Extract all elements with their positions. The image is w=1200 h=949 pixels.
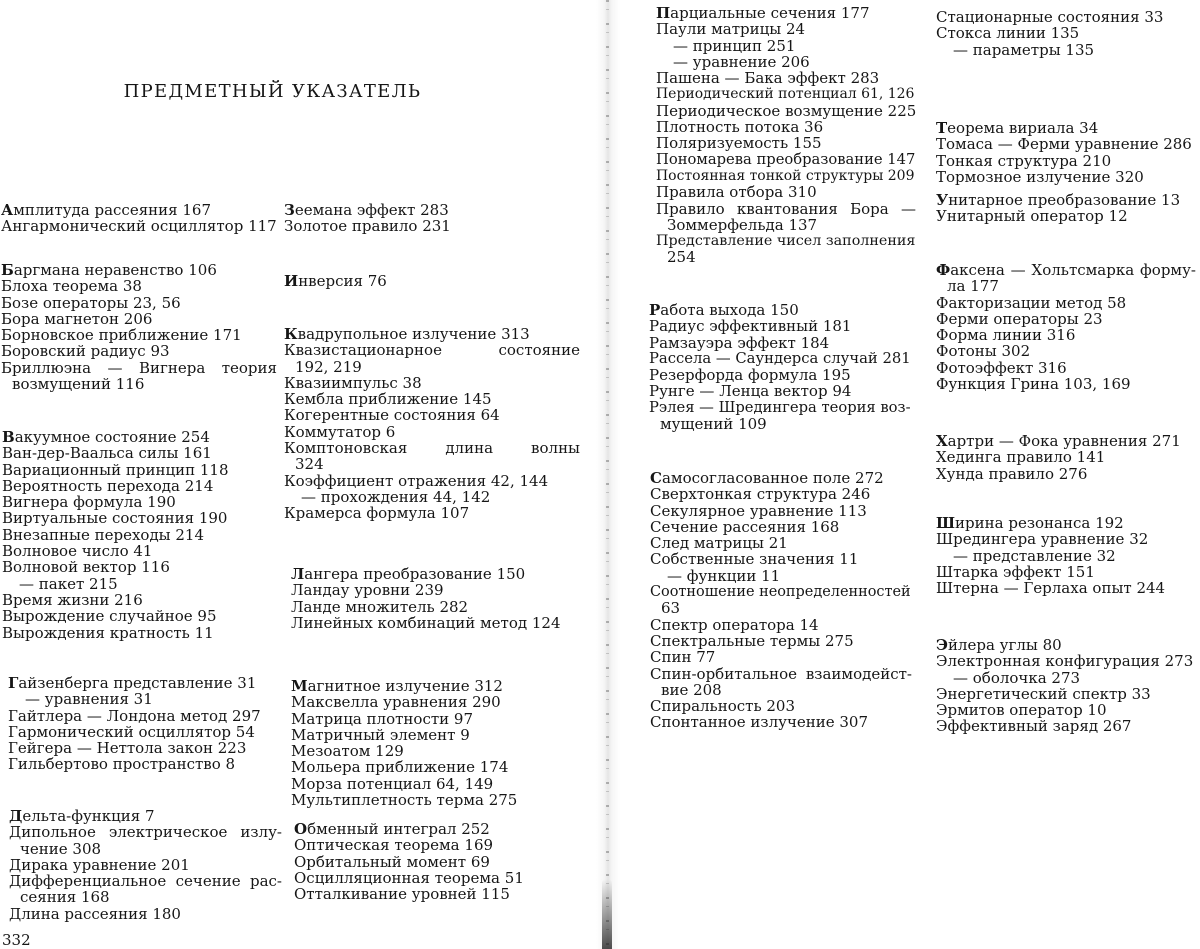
index-entry: Орбитальный момент 69 bbox=[294, 852, 490, 871]
index-entry: Резерфорда формула 195 bbox=[649, 366, 851, 385]
index-entry: Дифференциальное сечение рас- bbox=[9, 872, 282, 891]
index-entry: Пономарева преобразование 147 bbox=[656, 150, 916, 168]
index-entry: Правила отбора 310 bbox=[656, 183, 817, 202]
index-group-o bbox=[294, 821, 578, 902]
index-subentry: — уравнения 31 bbox=[25, 690, 153, 709]
index-group-a bbox=[1, 202, 277, 235]
index-entry: Квазистационарное состояние bbox=[284, 341, 580, 360]
index-entry: Ширина резонанса 192 bbox=[936, 514, 1124, 532]
index-entry: Спин-орбитальное взаимодейст- bbox=[650, 664, 912, 683]
index-entry: Рамзауэра эффект 184 bbox=[649, 333, 830, 352]
index-entry: Штарка эффект 151 bbox=[936, 562, 1095, 581]
index-entry: Правило квантования Бора — bbox=[656, 199, 916, 218]
index-entry: Теорема вириала 34 bbox=[936, 119, 1099, 137]
index-entry: След матрицы 21 bbox=[650, 534, 788, 553]
index-entry: Гейгера — Неттола закон 223 bbox=[8, 739, 247, 758]
index-group-t bbox=[936, 120, 1196, 185]
index-group-s bbox=[650, 470, 912, 731]
index-entry: Собственные значения 11 bbox=[650, 550, 859, 569]
index-entry: Ландау уровни 239 bbox=[291, 581, 444, 600]
index-group-e bbox=[936, 637, 1196, 735]
index-entry: Тормозное излучение 320 bbox=[936, 167, 1144, 186]
index-entry: Время жизни 216 bbox=[2, 590, 143, 609]
index-entry: Секулярное уравнение 113 bbox=[650, 501, 867, 520]
index-entry-continuation: Зоммерфельда 137 bbox=[667, 215, 818, 234]
index-entry: Ланде множитель 282 bbox=[291, 597, 469, 616]
index-entry: Матричный элемент 9 bbox=[291, 725, 470, 744]
index-entry: Коммутатор 6 bbox=[284, 422, 396, 441]
index-entry: Мольера приближение 174 bbox=[291, 758, 509, 777]
index-entry: Самосогласованное поле 272 bbox=[650, 469, 884, 487]
index-group-l bbox=[291, 566, 578, 631]
index-entry: Борновское приближение 171 bbox=[1, 326, 242, 345]
index-entry: Вигнера формула 190 bbox=[2, 493, 176, 512]
index-entry: Фотоэффект 316 bbox=[936, 358, 1067, 377]
index-entry: Бора магнетон 206 bbox=[1, 309, 153, 328]
index-entry-continuation: 254 bbox=[667, 248, 696, 267]
right-page bbox=[600, 0, 1200, 949]
index-entry: Факторизации метод 58 bbox=[936, 293, 1127, 312]
index-entry: Матрица плотности 97 bbox=[291, 709, 473, 728]
index-entry-continuation: 63 bbox=[661, 599, 681, 618]
index-entry: Когерентные состояния 64 bbox=[284, 406, 500, 425]
index-group-r bbox=[649, 302, 912, 432]
index-subentry: — параметры 135 bbox=[953, 40, 1095, 59]
index-entry: Обменный интеграл 252 bbox=[294, 820, 490, 838]
index-entry: Сечение рассеяния 168 bbox=[650, 517, 840, 536]
index-entry: Форма линии 316 bbox=[936, 326, 1076, 345]
index-entry: Ван-дер-Ваальса силы 161 bbox=[2, 444, 212, 463]
index-entry: Рассела — Саундерса случай 281 bbox=[649, 349, 911, 367]
index-entry: Спиральность 203 bbox=[650, 697, 796, 716]
index-entry: Бозе операторы 23, 56 bbox=[1, 293, 181, 312]
index-entry: Энергетический спектр 33 bbox=[936, 684, 1151, 703]
index-entry: Гильбертово пространство 8 bbox=[8, 755, 236, 774]
index-group-z bbox=[284, 202, 580, 235]
index-entry: Виртуальные состояния 190 bbox=[2, 509, 228, 528]
index-entry: Кембла приближение 145 bbox=[284, 390, 492, 409]
index-entry: Парциальные сечения 177 bbox=[656, 4, 870, 22]
index-group-i bbox=[284, 273, 580, 289]
index-entry: Внезапные переходы 214 bbox=[2, 525, 205, 544]
index-entry: Квадрупольное излучение 313 bbox=[284, 325, 530, 343]
index-entry: Гайтлера — Лондона метод 297 bbox=[8, 706, 261, 725]
index-entry: Радиус эффективный 181 bbox=[649, 317, 852, 336]
index-entry-continuation: 192, 219 bbox=[295, 357, 362, 376]
index-entry: Ферми операторы 23 bbox=[936, 309, 1103, 328]
index-entry: Амплитуда рассеяния 167 bbox=[1, 201, 212, 219]
index-entry: Спектр оператора 14 bbox=[650, 615, 819, 634]
index-entry: Пашена — Бака эффект 283 bbox=[656, 69, 880, 88]
index-entry: Магнитное излучение 312 bbox=[291, 677, 503, 695]
index-subentry: — принцип 251 bbox=[673, 36, 796, 55]
index-entry: Тонкая структура 210 bbox=[936, 151, 1112, 170]
index-group-b bbox=[1, 262, 277, 392]
index-entry: Паули матрицы 24 bbox=[656, 20, 806, 39]
index-entry: Эйлера углы 80 bbox=[936, 636, 1062, 654]
index-entry: Отталкивание уровней 115 bbox=[294, 885, 510, 904]
index-entry-continuation: сеяния 168 bbox=[20, 888, 110, 907]
index-entry: Бриллюэна — Вигнера теория bbox=[1, 358, 277, 377]
index-group-u bbox=[936, 192, 1196, 225]
index-entry: Линейных комбинаций метод 124 bbox=[291, 613, 561, 632]
index-entry: Унитарное преобразование 13 bbox=[936, 191, 1181, 209]
index-entry: Хартри — Фока уравнения 271 bbox=[936, 432, 1181, 450]
index-entry: Длина рассеяния 180 bbox=[9, 904, 181, 923]
index-entry: Сверхтонкая структура 246 bbox=[650, 485, 871, 504]
index-group-g bbox=[8, 675, 281, 773]
index-entry-continuation: мущений 109 bbox=[660, 415, 767, 434]
index-entry: Дирака уравнение 201 bbox=[9, 855, 190, 874]
index-entry: Эрмитов оператор 10 bbox=[936, 701, 1107, 720]
index-entry: Дельта-функция 7 bbox=[9, 807, 155, 825]
index-entry: Рунге — Ленца вектор 94 bbox=[649, 382, 852, 401]
index-entry: Плотность потока 36 bbox=[656, 118, 824, 137]
index-entry: Хунда правило 276 bbox=[936, 464, 1088, 483]
index-entry: Зеемана эффект 283 bbox=[284, 201, 449, 219]
index-entry: Мезоатом 129 bbox=[291, 742, 404, 761]
index-entry: Вероятность перехода 214 bbox=[2, 476, 214, 495]
index-entry: Функция Грина 103, 169 bbox=[936, 375, 1131, 394]
index-entry: Осцилляционная теорема 51 bbox=[294, 868, 524, 887]
index-entry: Дипольное электрическое излу- bbox=[9, 823, 282, 842]
index-entry: Комптоновская длина волны bbox=[284, 439, 580, 458]
index-entry-continuation: 324 bbox=[295, 455, 324, 474]
index-group-m bbox=[291, 678, 578, 808]
index-entry: Соотношение неопределенностей bbox=[650, 584, 911, 601]
index-subentry: — представление 32 bbox=[953, 546, 1116, 565]
index-entry: Боровский радиус 93 bbox=[1, 342, 170, 361]
index-entry: Гармонический осциллятор 54 bbox=[8, 722, 255, 741]
page-number: 332 bbox=[2, 931, 31, 949]
index-entry: Спектральные термы 275 bbox=[650, 631, 854, 650]
index-entry: Волновое число 41 bbox=[2, 542, 153, 561]
index-entry: Стокса линии 135 bbox=[936, 24, 1080, 43]
index-subentry: — уравнение 206 bbox=[673, 52, 810, 71]
index-entry: Штерна — Герлаха опыт 244 bbox=[936, 579, 1166, 598]
index-entry: Эффективный заряд 267 bbox=[936, 717, 1132, 736]
index-entry: Инверсия 76 bbox=[284, 272, 387, 290]
index-entry: Волновой вектор 116 bbox=[2, 558, 170, 577]
index-entry: Постоянная тонкой структуры 209 bbox=[656, 167, 915, 184]
index-entry: Фотоны 302 bbox=[936, 342, 1031, 361]
index-entry: Мультиплетность терма 275 bbox=[291, 791, 518, 810]
index-group-kh bbox=[936, 433, 1196, 482]
index-entry: Лангера преобразование 150 bbox=[291, 565, 526, 583]
index-entry: Периодический потенциал 61, 126 bbox=[656, 86, 915, 103]
index-entry: Унитарный оператор 12 bbox=[936, 207, 1128, 226]
index-entry: Работа выхода 150 bbox=[649, 301, 799, 319]
index-entry: Факсена — Хольтсмарка форму- bbox=[936, 261, 1196, 279]
index-title: ПРЕДМЕТНЫЙ УКАЗАТЕЛЬ bbox=[123, 81, 422, 102]
index-group-p bbox=[656, 5, 916, 266]
index-entry: Томаса — Ферми уравнение 286 bbox=[936, 135, 1192, 154]
index-entry: Ангармонический осциллятор 117 bbox=[1, 217, 277, 236]
index-group-sh bbox=[936, 515, 1196, 596]
index-subentry: — пакет 215 bbox=[19, 574, 118, 593]
index-entry: Максвелла уравнения 290 bbox=[291, 693, 501, 712]
index-entry: Морза потенциал 64, 149 bbox=[291, 774, 494, 793]
index-entry-continuation: вие 208 bbox=[661, 680, 722, 699]
index-group-f bbox=[936, 262, 1196, 392]
index-entry: Рэлея — Шредингера теория воз- bbox=[649, 398, 911, 416]
index-entry: Блоха теорема 38 bbox=[1, 277, 142, 296]
index-entry: Коэффициент отражения 42, 144 bbox=[284, 471, 549, 490]
index-entry: Золотое правило 231 bbox=[284, 217, 451, 236]
index-entry-continuation: чение 308 bbox=[20, 839, 102, 858]
index-entry: Спонтанное излучение 307 bbox=[650, 713, 869, 732]
index-entry: Поляризуемость 155 bbox=[656, 134, 822, 153]
index-entry: Крамерса формула 107 bbox=[284, 504, 470, 523]
index-entry: Представление чисел заполнения bbox=[656, 233, 916, 250]
index-group-d bbox=[9, 808, 282, 922]
index-entry: Квазиимпульс 38 bbox=[284, 373, 422, 392]
index-entry: Гайзенберга представление 31 bbox=[8, 674, 257, 692]
index-subentry: — оболочка 273 bbox=[953, 668, 1081, 687]
index-subentry: — прохождения 44, 142 bbox=[301, 487, 491, 506]
index-entry: Баргмана неравенство 106 bbox=[1, 261, 217, 279]
index-subentry: — функции 11 bbox=[667, 566, 781, 585]
index-entry: Вакуумное состояние 254 bbox=[2, 428, 210, 446]
index-group-k bbox=[284, 326, 580, 522]
index-group-s-continued bbox=[936, 9, 1196, 58]
index-entry: Вырождение случайное 95 bbox=[2, 607, 217, 626]
index-entry: Электронная конфигурация 273 bbox=[936, 652, 1194, 671]
index-entry: Шредингера уравнение 32 bbox=[936, 530, 1149, 549]
index-entry-continuation: ла 177 bbox=[947, 277, 999, 296]
index-entry: Спин 77 bbox=[650, 648, 716, 667]
index-entry-continuation: возмущений 116 bbox=[12, 375, 145, 394]
index-entry: Вариационный принцип 118 bbox=[2, 460, 229, 479]
index-group-v bbox=[2, 429, 278, 641]
index-entry: Оптическая теорема 169 bbox=[294, 836, 494, 855]
index-entry: Вырождения кратность 11 bbox=[2, 623, 214, 642]
index-entry: Хединга правило 141 bbox=[936, 448, 1106, 467]
index-entry: Стационарные состояния 33 bbox=[936, 8, 1164, 26]
index-entry: Периодическое возмущение 225 bbox=[656, 101, 917, 120]
